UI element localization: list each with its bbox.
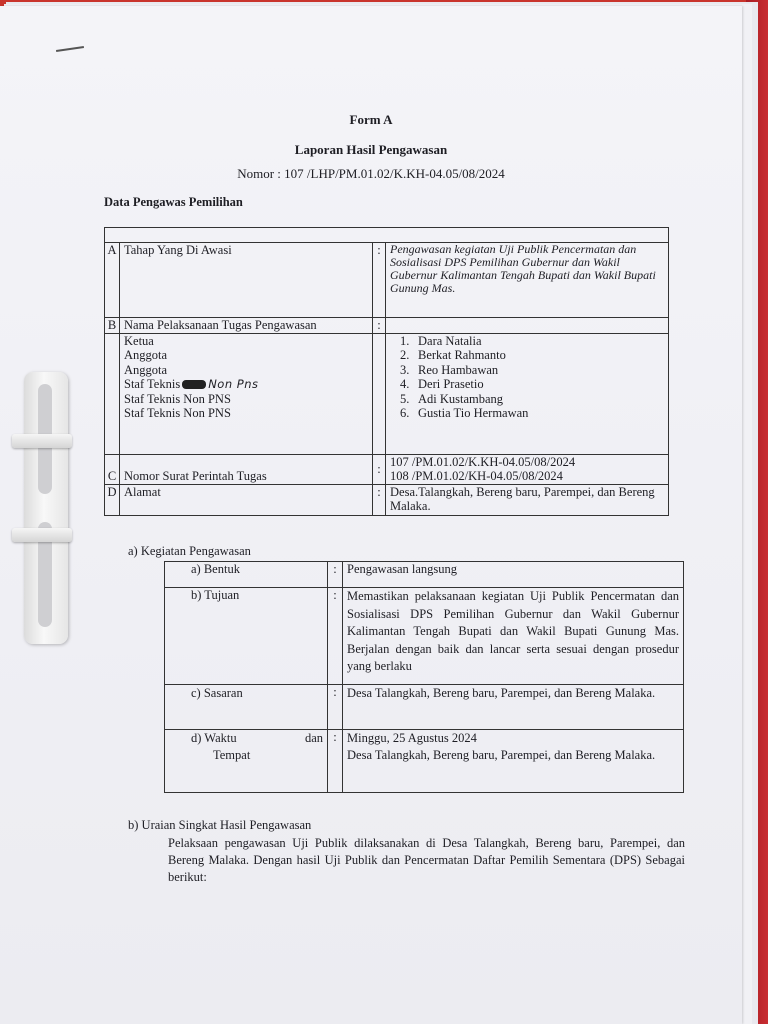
list-item: 2. Berkat Rahmanto xyxy=(400,348,506,362)
row-label: Alamat xyxy=(120,484,373,515)
list-item: 6. Gustia Tio Hermawan xyxy=(400,406,529,420)
table-row: b) Tujuan : Memastikan pelaksanaan kegiatan Uji Publik Pencermatan dan Sosialisasi DPS Pemilihan Gubernur dan Wakil Gubernur Kalimantan Tengah Bupati dan Wakil Bupati Gunung Mas. Berjalan dengan baik dan lancar serta sesuai dengan prosedur yang berlaku xyxy=(165,588,684,685)
handwritten-note: Non Pns xyxy=(208,377,259,391)
role-item: Anggota xyxy=(124,348,168,362)
row-letter: A xyxy=(105,243,120,318)
table-row xyxy=(105,484,669,515)
row-letter: D xyxy=(105,484,120,515)
table-row xyxy=(105,333,669,454)
role-item: Staf Teknis Non PNS xyxy=(124,391,231,406)
table-row xyxy=(105,318,669,334)
assignment-numbers: 107 /PM.01.02/K.KH-04.05/08/2024 108 /PM.01.02/KH-04.05/08/2024 xyxy=(386,454,669,484)
table-row: d) Waktu dan Tempat : Minggu, 25 Agustus 2024 Desa Talangkah, Bereng baru, Parempei, dan Bereng Malaka. xyxy=(165,730,684,793)
table-row xyxy=(105,454,669,484)
document-title: Laporan Hasil Pengawasan xyxy=(294,142,448,157)
colon: : xyxy=(373,243,386,318)
colon: : xyxy=(373,318,386,334)
document-number: Nomor : 107 /LHP/PM.01.02/K.KH-04.05/08/2024 xyxy=(237,166,505,181)
pen-mark xyxy=(56,46,84,52)
row-label: Tahap Yang Di Awasi xyxy=(120,243,373,318)
row-letter: C xyxy=(105,454,120,484)
list-item: 1. Dara Natalia xyxy=(400,333,482,348)
role-list xyxy=(120,333,373,454)
table-row: a) Bentuk : Pengawasan langsung xyxy=(165,562,684,588)
table-header-row xyxy=(105,228,669,243)
list-item: 5. Adi Kustambang xyxy=(400,391,504,406)
binder-clip-bar xyxy=(12,528,72,542)
subsection-heading: a) Kegiatan Pengawasan xyxy=(128,544,251,558)
list-item: 3. Reo Hambawan xyxy=(400,362,499,377)
table-row xyxy=(105,243,669,318)
summary-paragraph: Pelaksaan pengawasan Uji Publik dilaksanakan di Desa Talangkah, Bereng baru, Parempei, dan Bereng Malaka. Dengan hasil Uji Publik dan Pencermatan Daftar Pemilih Sementara (DPS) Sebagai berikut: xyxy=(168,836,685,884)
section-title: Data Pengawas Pemilihan xyxy=(104,195,243,209)
list-item: 4. Deri Prasetio xyxy=(400,377,484,391)
colon: : xyxy=(373,454,386,484)
role-item: Anggota xyxy=(124,362,168,377)
row-label: Nomor Surat Perintah Tugas xyxy=(120,454,373,484)
role-item-annotated: Staf Teknis Non Pns xyxy=(124,377,259,391)
address-value: Desa.Talangkah, Bereng baru, Parempei, dan Bereng Malaka. xyxy=(386,484,669,515)
role-item: Staf Teknis Non PNS xyxy=(124,406,231,420)
document-page xyxy=(0,6,742,1024)
subsection-heading: b) Uraian Singkat Hasil Pengawasan xyxy=(128,818,312,832)
scribble-mark xyxy=(182,380,206,389)
form-label: Form A xyxy=(349,112,393,127)
table-row: c) Sasaran : Desa Talangkah, Bereng baru, Parempei, dan Bereng Malaka. xyxy=(165,685,684,730)
row-letter: B xyxy=(105,318,120,334)
colon: : xyxy=(373,484,386,515)
supervisor-data-table xyxy=(104,227,669,516)
binder-clip xyxy=(24,372,68,644)
row-label: Nama Pelaksanaan Tugas Pengawasan xyxy=(120,318,373,334)
binder-clip-bar xyxy=(12,434,72,448)
role-item: Ketua xyxy=(124,333,154,348)
activity-table xyxy=(164,561,684,793)
name-list xyxy=(386,333,669,454)
stage-value: Pengawasan kegiatan Uji Publik Pencermatan dan Sosialisasi DPS Pemilihan Gubernur dan Wakil Gubernur Kalimantan Tengah Bupati dan Wakil Bupati Gunung Mas. xyxy=(386,243,669,318)
